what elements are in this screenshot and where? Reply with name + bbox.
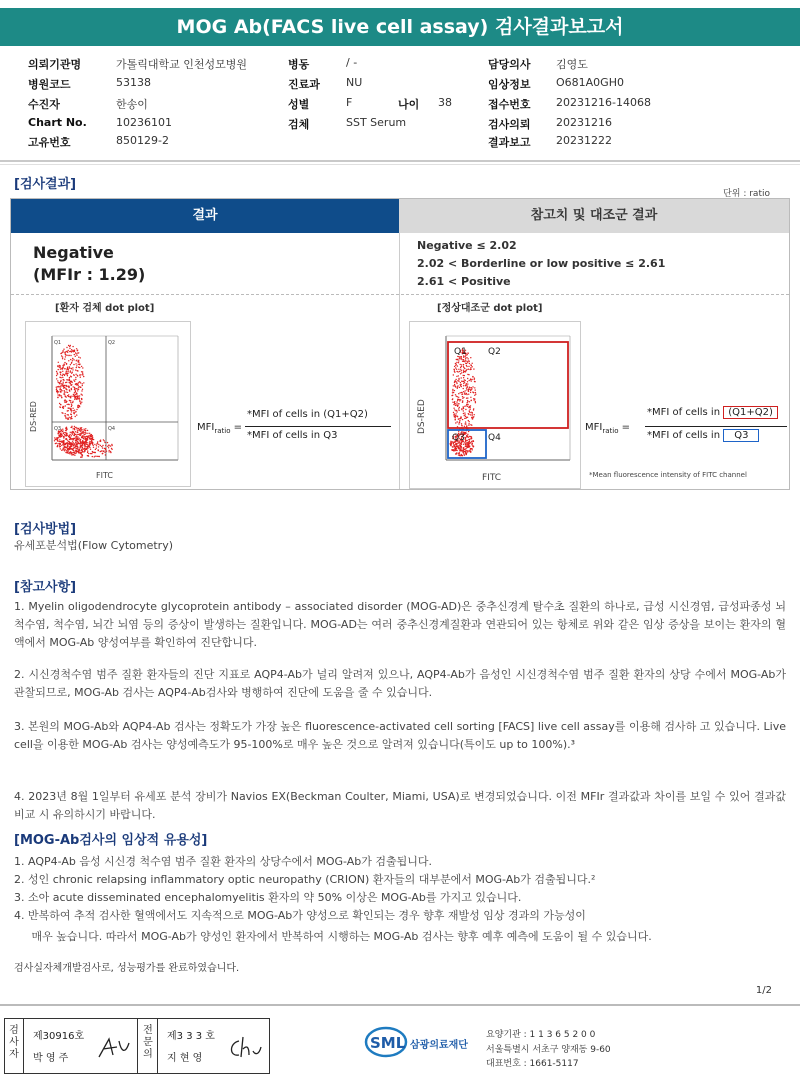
sml-logo <box>364 1024 484 1064</box>
clinical-item-2: 2. 성인 chronic relapsing inflammatory optic neuropathy (CRION) 환자들의 대부분에서 MOG-Ab가 검출됩니다.² <box>14 873 596 886</box>
page-number: 1/2 <box>755 985 772 996</box>
patient-formula-line <box>245 426 391 427</box>
patient-formula-denominator: *MFI of cells in Q3 <box>247 430 338 441</box>
label-hospital-code: 병원코드 <box>28 78 71 91</box>
control-formula-line <box>645 426 787 427</box>
label-chart-no: Chart No. <box>28 116 87 129</box>
patient-y-axis-label: DS-RED <box>29 401 38 432</box>
value-patient: 한송이 <box>116 98 148 111</box>
control-q3-label: Q3 <box>452 433 465 443</box>
company-address: 서울특별시 서초구 양재동 9-60 <box>486 1045 611 1055</box>
control-formula-numerator <box>647 407 778 418</box>
control-q1-label: Q1 <box>454 347 467 357</box>
specialist-name: 지 현 영 <box>167 1053 203 1064</box>
result-column-header: 결과 <box>11 199 399 233</box>
clinical-item-3: 3. 소아 acute disseminated encephalomyelitis 환자의 약 50% 이상은 MOG-Ab를 가지고 있습니다. <box>14 891 522 904</box>
control-q4-label: Q4 <box>488 433 501 443</box>
note-item-2: 2. 시신경척수염 범주 질환 환자들의 진단 지표로 AQP4-Ab가 널리 알려져 있으나, AQP4-Ab가 음성인 시신경척수염 범주 질환 환자의 상당 수에서 MOG-Ab가 관찰되므로, MOG-Ab 검사는 AQP4-Ab검사와 병행하여 진단에 도움을 줄 수 있습니다. <box>14 668 786 699</box>
patient-plot-caption: [환자 검체 dot plot] <box>55 303 155 314</box>
result-mfi-value: (MFIr : 1.29) <box>33 265 146 284</box>
logo-text: SML <box>370 1034 406 1052</box>
label-receipt-no: 접수번호 <box>488 98 531 111</box>
specialist-signature <box>225 1033 265 1063</box>
note-item-4: 4. 2023년 8월 1일부터 유세포 분석 장비가 Navios EX(Beckman Coulter, Miami, USA)로 변경되었습니다. 이전 MFIr 결과값과 차이를 보일 수 있어 결과값 비교 시 유의하시기 바랍니다. <box>14 790 786 821</box>
value-department: NU <box>346 76 363 89</box>
label-unique-no: 고유번호 <box>28 136 71 149</box>
specialist-license: 제3 3 3 호 <box>167 1031 215 1042</box>
control-formula-denominator-text: *MFI of cells in <box>647 430 721 441</box>
value-institution: 가톨릭대학교 인천성모병원 <box>116 58 248 71</box>
patient-x-axis-label: FITC <box>96 471 113 480</box>
value-report-date: 20231222 <box>556 134 612 147</box>
clinical-item-4a: 4. 반복하여 추적 검사한 혈액에서도 지속적으로 MOG-Ab가 양성으로 확인되는 경우 향후 재발성 임상 경과의 가능성이 <box>14 909 586 922</box>
value-clinical-info: O681A0GH0 <box>556 76 624 89</box>
clinical-heading: [MOG-Ab검사의 임상적 유용성] <box>14 833 208 848</box>
control-formula-q3-box: Q3 <box>723 429 759 442</box>
note-item-1: 1. Myelin oligodendrocyte glycoprotein antibody – associated disorder (MOG-AD)은 중추신경계 탈수초 질환의 하나로, 급성 시신경염, 급성파종성 뇌척수염, 척수염, 뇌간 뇌염 등의 증상이 발생하는 질환입니다. MOG-AD는 여러 중추신경계질환과 연관되어 있는 항체로 위와 같은 임상 증상을 보이는 환자의 혈액에서 MOG-Ab 양성여부를 확인하여 진단합니다. <box>14 600 786 649</box>
patient-q4-label: Q4 <box>108 426 116 432</box>
bottom-rule <box>0 1004 800 1006</box>
mfi-label-2: MFI <box>585 422 603 433</box>
label-sex: 성별 <box>288 98 310 111</box>
role-tester: 검 사 자 <box>9 1025 19 1060</box>
institution-code: 요양기관 : 1 1 3 6 5 2 0 0 <box>486 1030 596 1040</box>
label-patient: 수진자 <box>28 98 60 111</box>
value-ward: / - <box>346 56 358 69</box>
info-divider <box>0 160 800 162</box>
dashed-divider <box>11 294 789 295</box>
signature-box <box>4 1018 270 1074</box>
patient-dot-plot <box>25 321 191 487</box>
method-heading: [검사방법] <box>14 522 77 537</box>
mfi-label: MFI <box>197 422 215 433</box>
tester-signature <box>95 1033 135 1063</box>
column-divider <box>399 233 400 489</box>
mfi-footnote: *Mean fluorescence intensity of FITC channel <box>589 471 747 479</box>
control-dot-plot <box>409 321 581 489</box>
value-chart-no: 10236101 <box>116 116 172 129</box>
patient-q1-label: Q1 <box>54 340 62 346</box>
results-heading: [검사결과] <box>14 177 77 192</box>
company-phone: 대표번호 : 1661-5117 <box>486 1059 579 1069</box>
patient-dot-plot-svg <box>26 322 190 486</box>
patient-mfi-formula-label: $MFI_{ratio}$ = <box>197 422 243 435</box>
value-request-date: 20231216 <box>556 116 612 129</box>
control-dot-plot-svg <box>410 322 580 488</box>
patient-q2-label: Q2 <box>108 340 116 346</box>
clinical-item-1: 1. AQP4-Ab 음성 시신경 척수염 범주 질환 환자의 상당수에서 MOG-Ab가 검출됩니다. <box>14 855 432 868</box>
value-receipt-no: 20231216-14068 <box>556 96 651 109</box>
info-divider-thin <box>0 164 800 165</box>
value-age: 38 <box>438 96 452 109</box>
reference-borderline: 2.02 < Borderline or low positive ≤ 2.61 <box>417 257 666 270</box>
control-y-axis-label: DS-RED <box>417 399 427 434</box>
value-unique-no: 850129-2 <box>116 134 169 147</box>
tester-license: 제30916호 <box>33 1031 85 1042</box>
value-sex: F <box>346 96 353 109</box>
value-hospital-code: 53138 <box>116 76 151 89</box>
label-age: 나이 <box>398 98 420 111</box>
control-q2-label: Q2 <box>488 347 501 357</box>
reference-negative: Negative ≤ 2.02 <box>417 239 517 252</box>
unit-label: 단위 : ratio <box>723 189 770 199</box>
label-department: 진료과 <box>288 78 320 91</box>
control-formula-denominator <box>647 430 759 441</box>
label-specimen: 검체 <box>288 118 310 131</box>
result-status: Negative <box>33 243 114 262</box>
patient-q3-label: Q3 <box>54 426 62 432</box>
mfi-sub: ratio <box>214 427 231 435</box>
control-x-axis-label: FITC <box>482 473 502 483</box>
company-name: 삼광의료재단 <box>410 1040 468 1051</box>
report-title: MOG Ab(FACS live cell assay) 검사결과보고서 <box>0 8 800 46</box>
patient-formula-numerator: *MFI of cells in (Q1+Q2) <box>247 409 368 420</box>
reference-positive: 2.61 < Positive <box>417 275 511 288</box>
control-mfi-formula-label: $MFI_{ratio}$ = <box>585 422 631 435</box>
control-formula-numerator-text: *MFI of cells in <box>647 407 721 418</box>
mfi-sub-2: ratio <box>602 427 619 435</box>
label-report-date: 결과보고 <box>488 136 531 149</box>
role-specialist: 전 문 의 <box>143 1025 153 1060</box>
label-request-date: 검사의뢰 <box>488 118 531 131</box>
label-institution: 의뢰기관명 <box>28 58 82 71</box>
note-item-3: 3. 본원의 MOG-Ab와 AQP4-Ab 검사는 정확도가 가장 높은 fluorescence-activated cell sorting [FACS] live cell assay를 이용해 검사하 고 있습니다. Live cell을 이용한 MOG-Ab 검사는 양성예측도가 95-100%로 매우 높은 것으로 알려져 있습니다(특이도 up to 100%).³ <box>14 720 786 751</box>
patient-info <box>0 54 800 154</box>
reference-column-header: 참고치 및 대조군 결과 <box>399 199 789 233</box>
control-formula-q1q2-box: (Q1+Q2) <box>723 406 778 419</box>
label-doctor: 담당의사 <box>488 58 531 71</box>
value-specimen: SST Serum <box>346 116 407 129</box>
method-text: 유세포분석법(Flow Cytometry) <box>14 539 174 552</box>
closing-note: 검사실자체개발검사로, 성능평가를 완료하였습니다. <box>14 963 240 974</box>
label-ward: 병동 <box>288 58 310 71</box>
control-plot-caption: [정상대조군 dot plot] <box>437 303 543 314</box>
notes-heading: [참고사항] <box>14 580 77 595</box>
value-doctor: 김영도 <box>556 58 588 71</box>
clinical-item-4b: 매우 높습니다. 따라서 MOG-Ab가 양성인 환자에서 반복하여 시행하는 MOG-Ab 검사는 향후 예후 예측에 도움이 될 수 있습니다. <box>14 930 652 943</box>
tester-name: 박 영 주 <box>33 1053 69 1064</box>
result-table <box>10 198 790 490</box>
label-clinical-info: 임상정보 <box>488 78 531 91</box>
